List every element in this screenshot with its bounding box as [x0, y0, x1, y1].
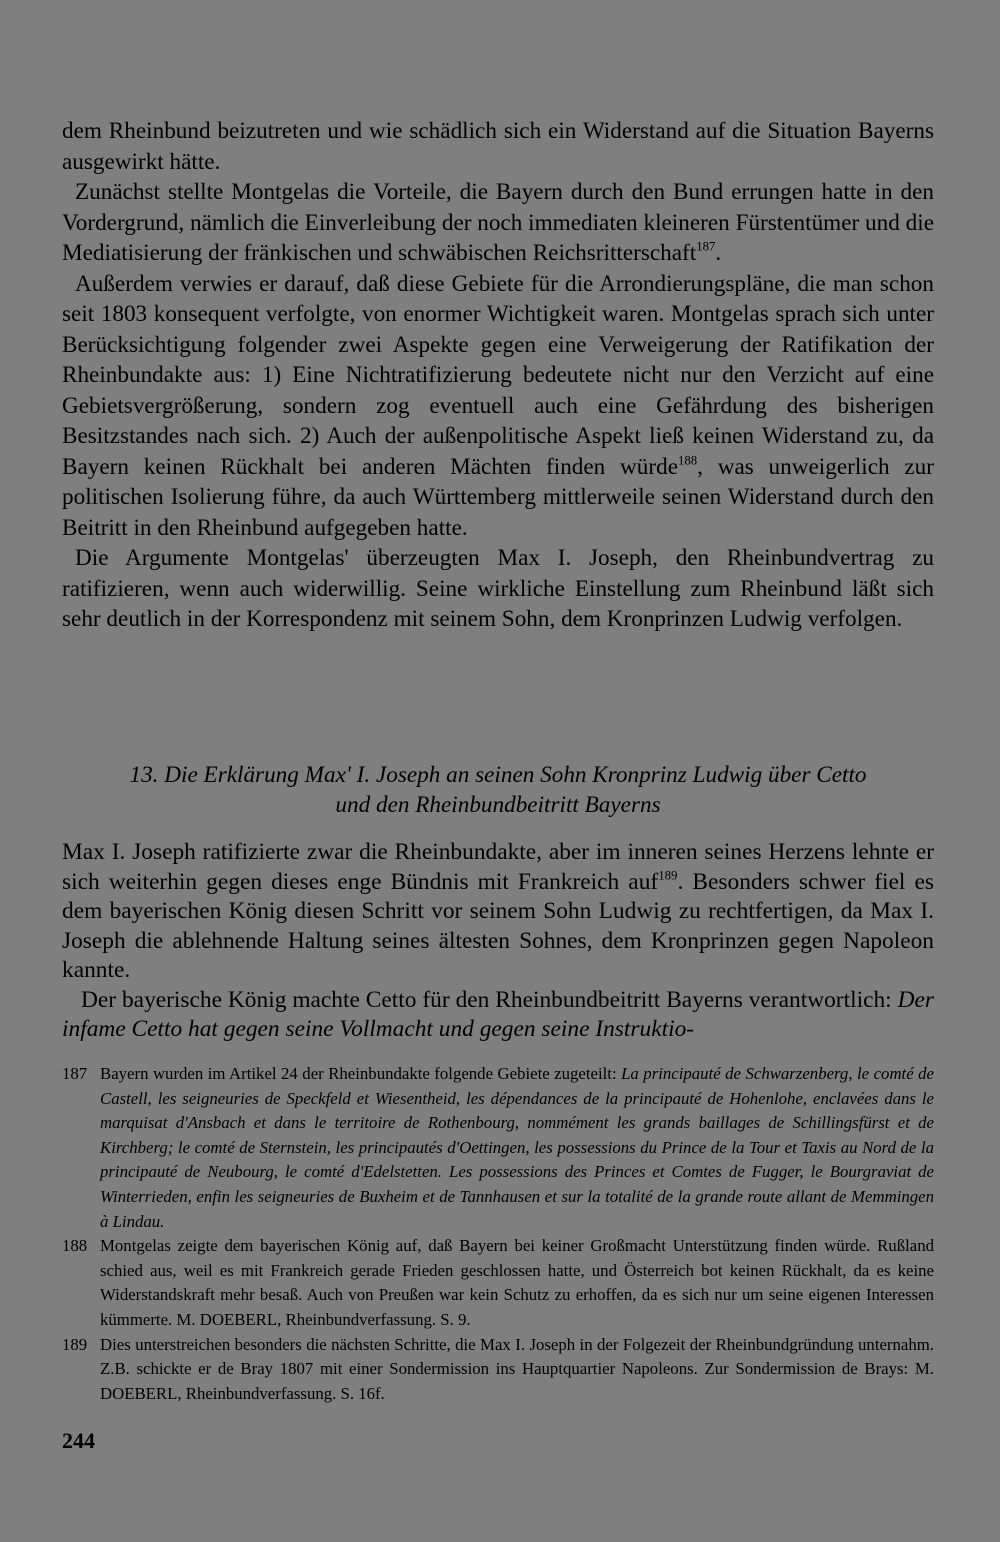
- paragraph: [62, 116, 934, 177]
- footnotes: [62, 1062, 934, 1406]
- paragraph: [62, 543, 934, 635]
- section-body: [62, 838, 934, 1045]
- section-heading: [62, 760, 934, 820]
- footnote-ref: 188: [678, 452, 698, 467]
- paragraph-text: Zunächst stellte Montgelas die Vorteile, die Bayern durch den Bund errungen hatte in den Vordergrund, nämlich die Einverleibung der noch immediaten kleineren Fürstentümer und die Mediatisierung der fränkischen und schwäbischen Reichsritterschaft: [62, 179, 934, 266]
- paragraph: [62, 838, 934, 986]
- paragraph-text: . Besonders schwer fiel es dem bayerischen König diesen Schritt vor seinem Sohn Ludwig zu rechtfertigen, da Max I. Joseph die ablehnende Haltung seines ältesten Sohnes, dem Kronprinzen gegen Napoleon kannte.: [62, 868, 934, 983]
- footnote-ref: 187: [696, 239, 716, 254]
- footnote-number: 187: [62, 1064, 88, 1083]
- page-number: 244: [62, 1428, 95, 1453]
- footnote-number: 189: [62, 1334, 88, 1354]
- body-text: [62, 116, 934, 635]
- quotation: Der infame Cetto hat gegen seine Vollmacht und gegen seine Instruktio-: [62, 986, 934, 1042]
- footnote-189: [62, 1333, 934, 1407]
- paragraph: [62, 177, 934, 269]
- footnote-188: [62, 1234, 934, 1332]
- paragraph: [62, 269, 934, 544]
- footnote-ref: 189: [658, 867, 678, 882]
- paragraph-text: Die Argumente Montgelas' überzeugten Max I. Joseph, den Rheinbundvertrag zu ratifizieren, wenn auch widerwillig. Seine wirkliche Einstellung zum Rheinbund läßt sich sehr deutlich in der Korrespondenz mit seinem Sohn, dem Kronprinzen Ludwig verfolgen.: [62, 545, 934, 632]
- paragraph-text: , was unweigerlich zur politischen Isolierung führe, da auch Württemberg mittlerweile seinen Widerstand durch den Beitritt in den Rheinbund aufgegeben hatte.: [62, 453, 934, 541]
- section-heading-line: und den Rheinbundbeitritt Bayerns: [335, 792, 661, 818]
- footnote-text: Bayern wurden im Artikel 24 der Rheinbundakte folgende Gebiete zugeteilt:: [100, 1064, 622, 1083]
- section-heading-line: 13. Die Erklärung Max' I. Joseph an seinen Sohn Kronprinz Ludwig über Cetto: [129, 762, 867, 788]
- footnote-number: 188: [62, 1236, 88, 1256]
- paragraph: [62, 986, 934, 1045]
- footnote-text: Montgelas zeigte dem bayerischen König auf, daß Bayern bei keiner Großmacht Unterstützung finden würde. Rußland schied aus, weil es mit Frankreich gerade Frieden geschlossen hatte, und Österreich bot keinen Rückhalt, da es keine Widerstandskraft mehr besaß. Auch von Preußen war kein Schutz zu erhoffen, da es sich nur um seine eigenen Interessen kümmerte. M. DOEBERL, Rheinbundverfassung. S. 9.: [100, 1236, 934, 1329]
- footnote-quotation: La principauté de Schwarzenberg, le comté de Castell, les seigneuries de Speckfeld et Wiesentheid, les dépendances de la principauté de Hohenlohe, enclavées dans le marquisat d'Ansbach et dans le territoire de Rothenbourg, nommément les grands baillages de Schillingsfürst et de Kirchberg; le comté de Sternstein, les principautés d'Oettingen, les possessions du Prince de la Tour et Taxis au Nord de la principauté de Neubourg, le comté d'Edelstetten. Les possessions des Princes et Comtes de Fugger, le Bourgraviat de Winterrieden, enfin les seigneuries de Buxheim et de Tannhausen et sur la totalité de la grande route allant de Memmingen à Lindau.: [100, 1064, 934, 1231]
- paragraph-text: Der bayerische König machte Cetto für den Rheinbundbeitritt Bayerns verantwortlich:: [81, 986, 898, 1013]
- paragraph-text: Außerdem verwies er darauf, daß diese Gebiete für die Arrondierungspläne, die man schon seit 1803 konsequent verfolgte, von enormer Wichtigkeit waren. Montgelas sprach sich unter Berücksichtigung folgender zwei Aspekte gegen eine Verweigerung der Ratifikation der Rheinbundakte aus: 1) Eine Nichtratifizierung bedeutete nicht nur den Verzicht auf eine Gebietsvergrößerung, sondern zog eventuell auch eine Gefährdung des bisherigen Besitzstandes nach sich. 2) Auch der außenpolitische Aspekt ließ keinen Widerstand zu, da Bayern keinen Rückhalt bei anderen Mächten finden würde: [62, 270, 934, 480]
- paragraph-text: dem Rheinbund beizutreten und wie schädlich sich ein Widerstand auf die Situation Bayerns ausgewirkt hätte.: [62, 118, 934, 175]
- footnote-text: Dies unterstreichen besonders die nächsten Schritte, die Max I. Joseph in der Folgezeit der Rheinbundgründung unternahm. Z.B. schickte er de Bray 1807 mit einer Sondermission ins Hauptquartier Napoleons. Zur Sondermission de Brays: M. DOEBERL, Rheinbundverfassung. S. 16f.: [100, 1334, 934, 1403]
- paragraph-text: Max I. Joseph ratifizierte zwar die Rheinbundakte, aber im inneren seines Herzens lehnte er sich weiterhin gegen dieses enge Bündnis mit Frankreich auf: [62, 839, 934, 895]
- footnote-187: [62, 1062, 934, 1234]
- paragraph-text: .: [715, 240, 722, 266]
